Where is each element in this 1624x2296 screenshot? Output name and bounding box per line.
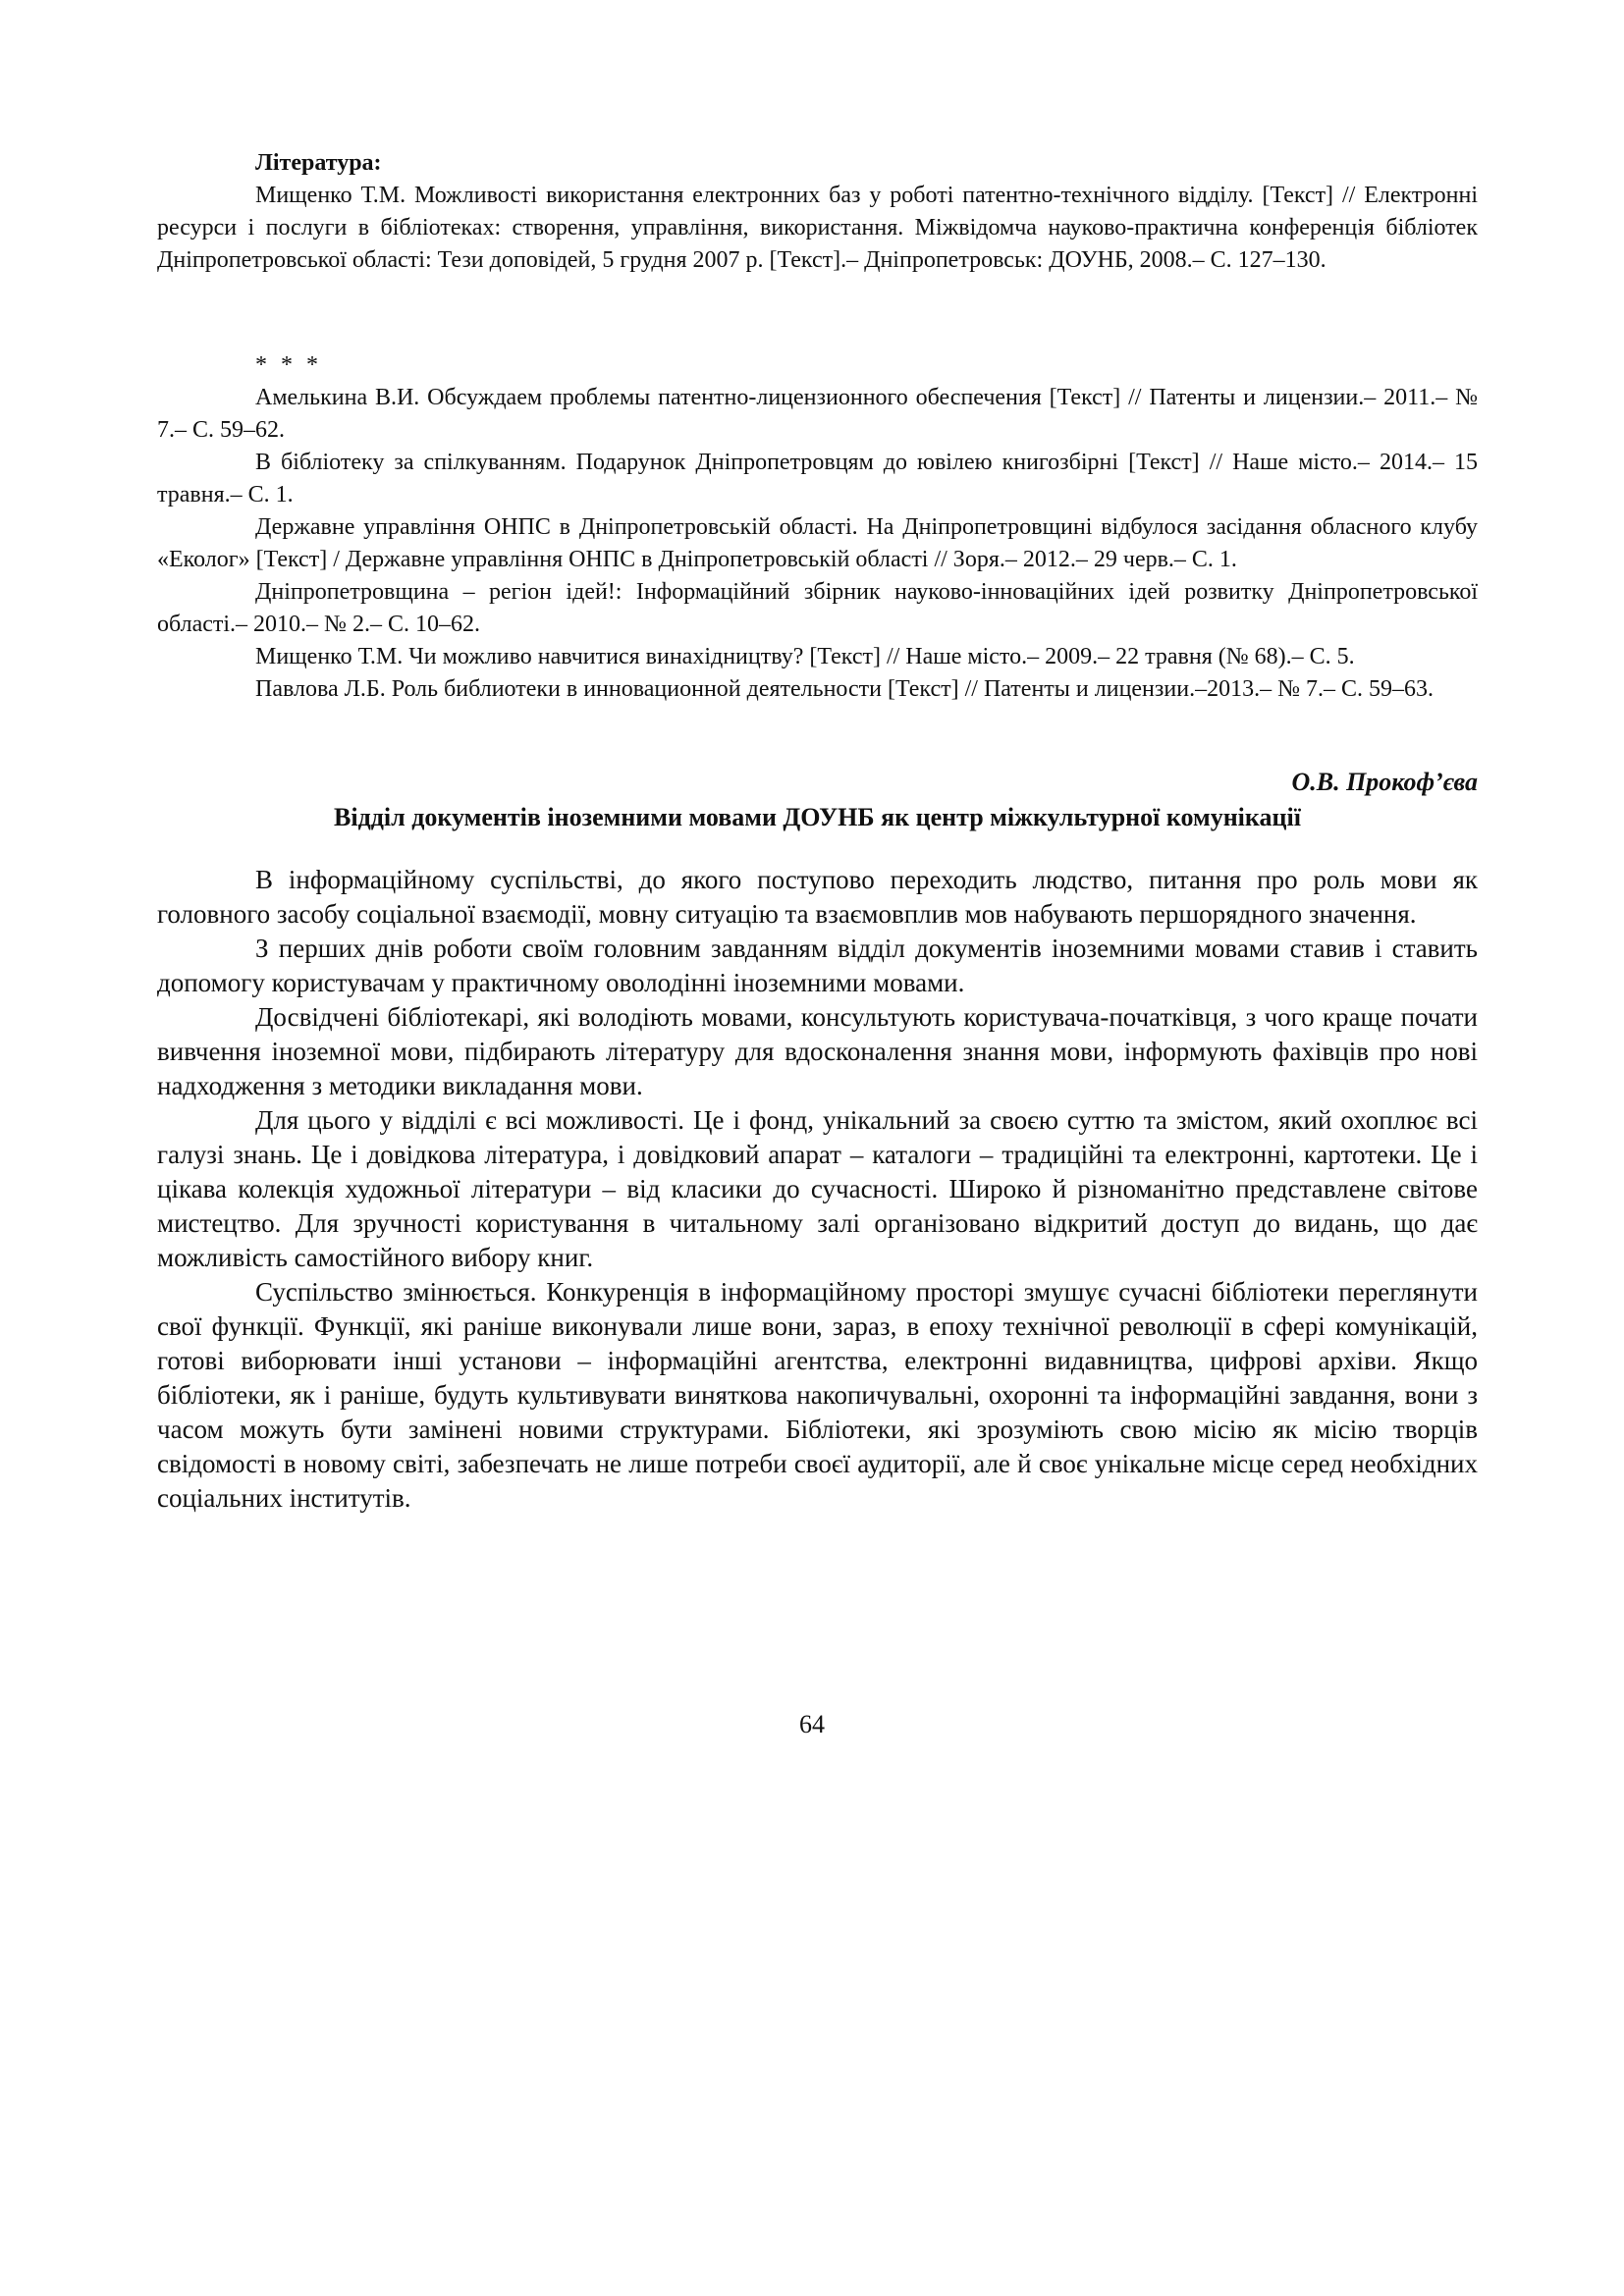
section-separator: * * * <box>255 352 322 378</box>
bibliography-entry: Амелькина В.И. Обсуждаем проблемы патентно-лицензионного обеспечения [Текст] // Патенты и лицензии.– 2011.– № 7.– С. 59–62. <box>157 385 1478 443</box>
article-title: Відділ документів іноземними мовами ДОУНБ як центр міжкультурної комунікації <box>334 803 1301 831</box>
article-paragraph: В інформаційному суспільстві, до якого поступово переходить людство, питання про роль мови як головного засобу соціальної взаємодії, мовну ситуацію та взаємовплив мов набувають першорядного значення. <box>157 865 1478 929</box>
article-paragraph: Досвідчені бібліотекарі, які володіють мовами, консультують користувача-початківця, з чого краще почати вивчення іноземної мови, підбирають літературу для вдосконалення знання мови, інформують фахівців про нові надходження з методики викладання мови. <box>157 1002 1478 1100</box>
article-author: О.В. Прокоф’єва <box>1291 768 1478 796</box>
literature-heading: Література: <box>255 150 382 176</box>
spacer <box>157 277 1478 349</box>
bibliography-section <box>157 349 1478 706</box>
article-section <box>157 765 1478 1516</box>
bibliography-entry: В бібліотеку за спілкуванням. Подарунок Дніпропетровцям до ювілею книгозбірні [Текст] // Наше місто.– 2014.– 15 травня.– С. 1. <box>157 450 1478 507</box>
article-paragraph: Суспільство змінюється. Конкуренція в інформаційному просторі змушує сучасні бібліотеки переглянути свої функції. Функції, які раніше виконували лише вони, зараз, в епоху технічної революції в сфері комунікацій, готові виборювати інші установи – інформаційні агентства, електронні видавництва, цифрові архіви. Якщо бібліотеки, як і раніше, будуть культивувати виняткова накопичувальні, охоронні та інформаційні завдання, вони з часом можуть бути замінені новими структурами. Бібліотеки, які зрозуміють свою місію як місію творців свідомості в новому світі, забезпечать не лише потреби своєї аудиторії, але й своє унікальне місце серед необхідних соціальних інститутів. <box>157 1277 1478 1513</box>
article-paragraph: З перших днів роботи своїм головним завданням відділ документів іноземними мовами ставив і ставить допомогу користувачам у практичному оволодінні іноземними мовами. <box>157 934 1478 997</box>
literature-entry: Мищенко Т.М. Можливості використання електронних баз у роботі патентно-технічного відділу. [Текст] // Електронні ресурси і послуги в бібліотеках: створення, управління, використання. Міжвідомча науково-практична конференція бібліотек Дніпропетровської області: Тези доповідей, 5 грудня 2007 р. [Текст].– Дніпропетровськ: ДОУНБ, 2008.– С. 127–130. <box>157 183 1478 273</box>
bibliography-entry: Павлова Л.Б. Роль библиотеки в инновационной деятельности [Текст] // Патенты и лицензии.–2013.– № 7.– С. 59–63. <box>255 676 1434 702</box>
bibliography-entry: Державне управління ОНПС в Дніпропетровській області. На Дніпропетровщині відбулося засідання обласного клубу «Еколог» [Текст] / Державне управління ОНПС в Дніпропетровській області // Зоря.– 2012.– 29 черв.– С. 1. <box>157 514 1478 572</box>
bibliography-entry: Дніпропетровщина – регіон ідей!: Інформаційний збірник науково-інноваційних ідей розвитку Дніпропетровської області.– 2010.– № 2.– С. 10–62. <box>157 579 1478 637</box>
document-page <box>157 147 1478 1516</box>
page-number: 64 <box>799 1710 825 1738</box>
bibliography-entry: Мищенко Т.М. Чи можливо навчитися винахідництву? [Текст] // Наше місто.– 2009.– 22 травня (№ 68).– С. 5. <box>255 644 1355 669</box>
literature-section <box>157 147 1478 277</box>
spacer <box>157 706 1478 765</box>
article-paragraph: Для цього у відділі є всі можливості. Це і фонд, унікальний за своєю суттю та змістом, який охоплює всі галузі знань. Це і довідкова література, і довідковий апарат – каталоги – традиційні та електронні, картотеки. Це і цікава колекція художньої літератури – від класики до сучасності. Широко й різноманітно представлене світове мистецтво. Для зручності користування в читальному залі організовано відкритий доступ до видань, що дає можливість самостійного вибору книг. <box>157 1105 1478 1272</box>
